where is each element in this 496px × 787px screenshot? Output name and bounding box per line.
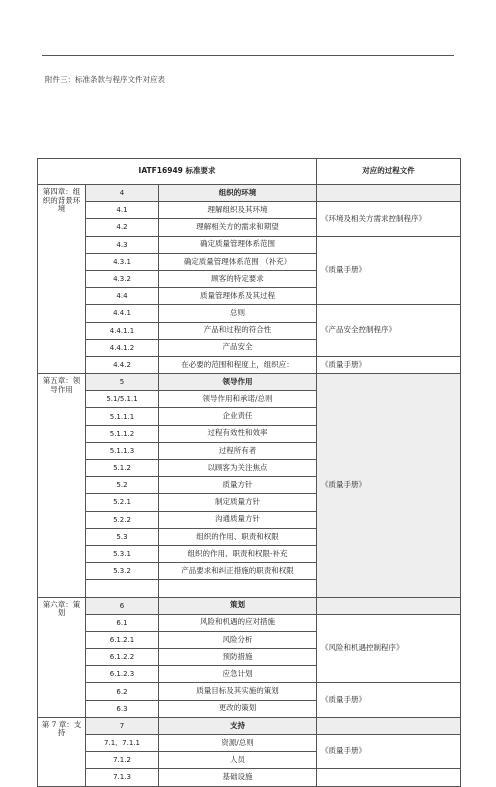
section-number: 5 (86, 374, 159, 391)
clause-number: 4.3.1 (86, 253, 159, 270)
process-document: 《产品安全控制程序》 (317, 305, 461, 357)
clause-title: 组织的作用、职责和权限-补充 (159, 545, 317, 562)
clause-number: 6.1 (86, 614, 159, 631)
process-document: 《风险和机遇控制程序》 (317, 614, 461, 683)
section-row (38, 717, 461, 734)
table-row (38, 202, 461, 219)
process-document: 《质量手册》 (317, 236, 461, 305)
clause-number: 5.2.2 (86, 511, 159, 528)
clause-number: 6.3 (86, 700, 159, 717)
clause-title: 沟通质量方针 (159, 511, 317, 528)
clause-title: 确定质量管理体系范围 （补充） (159, 253, 317, 270)
section-title: 支持 (159, 717, 317, 734)
clause-number: 5.1/5.1.1 (86, 391, 159, 408)
clause-title: 预防措施 (159, 649, 317, 666)
clause-title: 企业责任 (159, 408, 317, 425)
clause-mapping-table (37, 158, 461, 787)
clause-number: 4.3 (86, 236, 159, 253)
clause-number: 7.1.3 (86, 769, 159, 786)
clause-title: 产品安全 (159, 339, 317, 356)
chapter-label: 第六章：策划 (38, 597, 86, 717)
clause-title: 理解相关方的需求和期望 (159, 219, 317, 236)
clause-number: 5.3.2 (86, 563, 159, 580)
clause-title: 基础设施 (159, 769, 317, 786)
clause-title: 领导作用和承诺/总则 (159, 391, 317, 408)
clause-number: 4.4.1.2 (86, 339, 159, 356)
clause-title: 过程有效性和效率 (159, 425, 317, 442)
clause-title: 应急计划 (159, 666, 317, 683)
clause-number: 7.1、7.1.1 (86, 735, 159, 752)
clause-number: 6.2 (86, 683, 159, 700)
clause-number: 4.4.1.1 (86, 322, 159, 339)
header-rule (42, 55, 454, 56)
clause-title: 过程所有者 (159, 442, 317, 459)
clause-title: 组织的作用、职责和权限 (159, 528, 317, 545)
section-row (38, 185, 461, 202)
table-row (38, 683, 461, 700)
clause-title: 理解组织及其环境 (159, 202, 317, 219)
table-row (38, 735, 461, 752)
process-document: 《质量手册》 (317, 374, 461, 597)
clause-number: 5.2 (86, 477, 159, 494)
clause-number: 4.4 (86, 288, 159, 305)
section-doc-cell (317, 717, 461, 734)
clause-title: 确定质量管理体系范围 (159, 236, 317, 253)
section-number: 6 (86, 597, 159, 614)
clause-title (159, 580, 317, 597)
clause-number: 4.3.2 (86, 270, 159, 287)
clause-number: 6.1.2.1 (86, 631, 159, 648)
header-standard: IATF16949 标准要求 (38, 159, 317, 185)
chapter-label: 第四章：组织的背景环境 (38, 185, 86, 374)
clause-title: 制定质量方针 (159, 494, 317, 511)
table-row (38, 614, 461, 631)
table-row (38, 769, 461, 786)
clause-number: 4.4.1 (86, 305, 159, 322)
table-header-row (38, 159, 461, 185)
section-doc-cell (317, 185, 461, 202)
section-row (38, 374, 461, 391)
clause-number: 5.1.1.2 (86, 425, 159, 442)
clause-title: 顾客的特定要求 (159, 270, 317, 287)
process-document: 《环境及相关方需求控制程序》 (317, 202, 461, 236)
chapter-label: 第五章：领导作用 (38, 374, 86, 597)
clause-number: 7.1.2 (86, 752, 159, 769)
clause-title: 人员 (159, 752, 317, 769)
table-row (38, 305, 461, 322)
clause-title: 风险分析 (159, 631, 317, 648)
clause-title: 风险和机遇的应对措施 (159, 614, 317, 631)
section-title: 组织的环境 (159, 185, 317, 202)
section-row (38, 597, 461, 614)
process-document: 《质量手册》 (317, 735, 461, 769)
clause-number (86, 580, 159, 597)
clause-number: 5.1.2 (86, 460, 159, 477)
blank-doc-cell (317, 769, 461, 786)
clause-number: 4.2 (86, 219, 159, 236)
section-doc-cell (317, 597, 461, 614)
section-number: 4 (86, 185, 159, 202)
clause-number: 5.1.1.1 (86, 408, 159, 425)
clause-title: 质量目标及其实施的策划 (159, 683, 317, 700)
clause-number: 5.3.1 (86, 545, 159, 562)
clause-number: 6.1.2.3 (86, 666, 159, 683)
clause-title: 资源/总则 (159, 735, 317, 752)
clause-number: 5.2.1 (86, 494, 159, 511)
clause-number: 5.3 (86, 528, 159, 545)
document-caption: 附件三：标准条款与程序文件对应表 (45, 75, 165, 84)
clause-title: 质量管理体系及其过程 (159, 288, 317, 305)
clause-title: 质量方针 (159, 477, 317, 494)
clause-title: 以顾客为关注焦点 (159, 460, 317, 477)
table-row (38, 356, 461, 373)
clause-title: 在必要的范围和程度上，组织应： (159, 356, 317, 373)
section-title: 策划 (159, 597, 317, 614)
clause-number: 4.4.2 (86, 356, 159, 373)
clause-number: 5.1.1.3 (86, 442, 159, 459)
process-document: 《质量手册》 (317, 683, 461, 717)
process-document: 《质量手册》 (317, 356, 461, 373)
chapter-label: 第 7 章：支持 (38, 717, 86, 786)
clause-title: 总则 (159, 305, 317, 322)
clause-title: 产品和过程的符合性 (159, 322, 317, 339)
table-row (38, 236, 461, 253)
section-number: 7 (86, 717, 159, 734)
clause-title: 产品要求和纠正措施的职责和权限 (159, 563, 317, 580)
clause-number: 6.1.2.2 (86, 649, 159, 666)
clause-title: 更改的策划 (159, 700, 317, 717)
clause-number: 4.1 (86, 202, 159, 219)
header-document: 对应的过程文件 (317, 159, 461, 185)
section-title: 领导作用 (159, 374, 317, 391)
